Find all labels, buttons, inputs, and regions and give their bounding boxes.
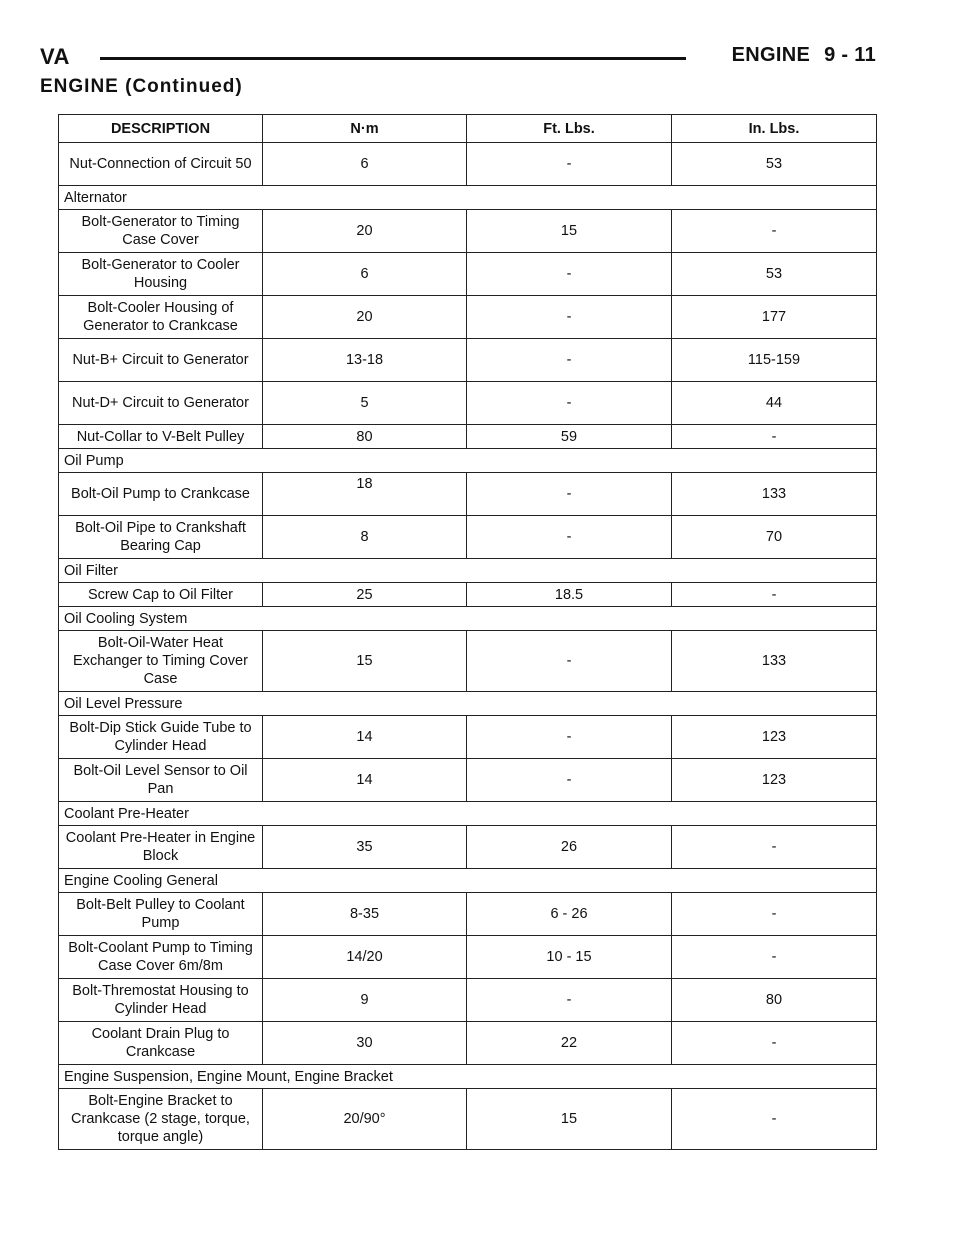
table-row xyxy=(59,1022,877,1065)
cell-ft-lbs: - xyxy=(467,759,672,802)
column-header-nm: N·m xyxy=(263,115,467,143)
cell-in-lbs: 53 xyxy=(672,143,877,186)
cell-description: Nut-B+ Circuit to Generator xyxy=(59,339,263,382)
cell-nm: 8 xyxy=(263,516,467,559)
cell-nm: 20 xyxy=(263,296,467,339)
group-label: Engine Cooling General xyxy=(59,869,877,893)
cell-ft-lbs: 59 xyxy=(467,425,672,449)
cell-description: Bolt-Cooler Housing of Generator to Crankcase xyxy=(59,296,263,339)
cell-ft-lbs: 22 xyxy=(467,1022,672,1065)
table-header-row xyxy=(59,115,877,143)
cell-in-lbs: 44 xyxy=(672,382,877,425)
cell-description: Bolt-Oil Pump to Crankcase xyxy=(59,473,263,516)
table-row xyxy=(59,473,877,516)
table-row xyxy=(59,425,877,449)
cell-ft-lbs: - xyxy=(467,143,672,186)
cell-ft-lbs: - xyxy=(467,631,672,692)
cell-nm: 5 xyxy=(263,382,467,425)
cell-description: Bolt-Oil Pipe to Crankshaft Bearing Cap xyxy=(59,516,263,559)
cell-nm: 20 xyxy=(263,210,467,253)
cell-in-lbs: 133 xyxy=(672,631,877,692)
table-row xyxy=(59,826,877,869)
table-row xyxy=(59,339,877,382)
group-row xyxy=(59,449,877,473)
cell-in-lbs: 53 xyxy=(672,253,877,296)
cell-description: Nut-Collar to V-Belt Pulley xyxy=(59,425,263,449)
table-row xyxy=(59,516,877,559)
group-row xyxy=(59,186,877,210)
cell-description: Bolt-Engine Bracket to Crankcase (2 stage, torque, torque angle) xyxy=(59,1089,263,1150)
cell-in-lbs: 70 xyxy=(672,516,877,559)
cell-nm: 25 xyxy=(263,583,467,607)
group-label: Oil Cooling System xyxy=(59,607,877,631)
cell-ft-lbs: 15 xyxy=(467,1089,672,1150)
group-label: Alternator xyxy=(59,186,877,210)
cell-in-lbs: - xyxy=(672,210,877,253)
cell-ft-lbs: 10 - 15 xyxy=(467,936,672,979)
page-header xyxy=(40,44,876,76)
page-number: 9 - 11 xyxy=(824,44,876,66)
cell-in-lbs: 80 xyxy=(672,979,877,1022)
table-row xyxy=(59,936,877,979)
cell-ft-lbs: - xyxy=(467,716,672,759)
table-body xyxy=(59,143,877,1150)
cell-ft-lbs: - xyxy=(467,253,672,296)
table-row xyxy=(59,143,877,186)
cell-description: Coolant Pre-Heater in Engine Block xyxy=(59,826,263,869)
table-row xyxy=(59,716,877,759)
vehicle-code: VA xyxy=(40,44,70,69)
cell-in-lbs: - xyxy=(672,826,877,869)
table-row xyxy=(59,210,877,253)
group-row xyxy=(59,802,877,826)
cell-ft-lbs: - xyxy=(467,979,672,1022)
cell-nm-value: 18 xyxy=(356,476,373,492)
cell-description: Nut-Connection of Circuit 50 xyxy=(59,143,263,186)
column-header-in-lbs: In. Lbs. xyxy=(672,115,877,143)
cell-in-lbs: 123 xyxy=(672,716,877,759)
table-row xyxy=(59,631,877,692)
cell-nm: 20/90° xyxy=(263,1089,467,1150)
cell-description: Bolt-Generator to Timing Case Cover xyxy=(59,210,263,253)
cell-nm: 14/20 xyxy=(263,936,467,979)
cell-ft-lbs: - xyxy=(467,473,672,516)
cell-description: Bolt-Coolant Pump to Timing Case Cover 6m/8m xyxy=(59,936,263,979)
group-label: Oil Level Pressure xyxy=(59,692,877,716)
group-label: Engine Suspension, Engine Mount, Engine Bracket xyxy=(59,1065,877,1089)
cell-ft-lbs: 15 xyxy=(467,210,672,253)
cell-in-lbs: - xyxy=(672,1089,877,1150)
cell-in-lbs: - xyxy=(672,1022,877,1065)
cell-nm: 13-18 xyxy=(263,339,467,382)
cell-in-lbs: - xyxy=(672,893,877,936)
cell-in-lbs: 115-159 xyxy=(672,339,877,382)
group-row xyxy=(59,692,877,716)
cell-nm: 9 xyxy=(263,979,467,1022)
torque-spec-table xyxy=(58,114,877,1150)
group-row xyxy=(59,1065,877,1089)
cell-ft-lbs: - xyxy=(467,339,672,382)
page-reference xyxy=(732,44,876,67)
cell-nm: 15 xyxy=(263,631,467,692)
cell-nm: 14 xyxy=(263,759,467,802)
section-name: ENGINE xyxy=(731,44,811,66)
group-row xyxy=(59,559,877,583)
group-row xyxy=(59,869,877,893)
cell-nm: 6 xyxy=(263,143,467,186)
group-label: Oil Pump xyxy=(59,449,877,473)
cell-ft-lbs: 26 xyxy=(467,826,672,869)
cell-in-lbs: - xyxy=(672,583,877,607)
cell-description: Bolt-Belt Pulley to Coolant Pump xyxy=(59,893,263,936)
column-header-ft-lbs: Ft. Lbs. xyxy=(467,115,672,143)
cell-description: Bolt-Oil Level Sensor to Oil Pan xyxy=(59,759,263,802)
cell-nm: 6 xyxy=(263,253,467,296)
cell-nm xyxy=(263,473,467,516)
cell-nm: 8-35 xyxy=(263,893,467,936)
cell-description: Bolt-Oil-Water Heat Exchanger to Timing Cover Case xyxy=(59,631,263,692)
cell-ft-lbs: - xyxy=(467,296,672,339)
cell-ft-lbs: 18.5 xyxy=(467,583,672,607)
table-row xyxy=(59,759,877,802)
table-row xyxy=(59,1089,877,1150)
cell-in-lbs: 123 xyxy=(672,759,877,802)
header-rule xyxy=(100,57,686,60)
group-label: Coolant Pre-Heater xyxy=(59,802,877,826)
cell-in-lbs: 177 xyxy=(672,296,877,339)
table-row xyxy=(59,583,877,607)
group-row xyxy=(59,607,877,631)
cell-ft-lbs: - xyxy=(467,516,672,559)
table-row xyxy=(59,893,877,936)
cell-nm: 14 xyxy=(263,716,467,759)
cell-description: Bolt-Thremostat Housing to Cylinder Head xyxy=(59,979,263,1022)
cell-description: Coolant Drain Plug to Crankcase xyxy=(59,1022,263,1065)
table-row xyxy=(59,253,877,296)
cell-ft-lbs: 6 - 26 xyxy=(467,893,672,936)
table-row xyxy=(59,296,877,339)
cell-description: Bolt-Generator to Cooler Housing xyxy=(59,253,263,296)
column-header-description: DESCRIPTION xyxy=(59,115,263,143)
cell-in-lbs: - xyxy=(672,936,877,979)
table-row xyxy=(59,382,877,425)
cell-nm: 35 xyxy=(263,826,467,869)
cell-in-lbs: - xyxy=(672,425,877,449)
cell-nm: 80 xyxy=(263,425,467,449)
section-title: ENGINE (Continued) xyxy=(40,76,243,97)
cell-description: Nut-D+ Circuit to Generator xyxy=(59,382,263,425)
cell-description: Screw Cap to Oil Filter xyxy=(59,583,263,607)
cell-in-lbs: 133 xyxy=(672,473,877,516)
cell-ft-lbs: - xyxy=(467,382,672,425)
cell-nm: 30 xyxy=(263,1022,467,1065)
group-label: Oil Filter xyxy=(59,559,877,583)
table-row xyxy=(59,979,877,1022)
cell-description: Bolt-Dip Stick Guide Tube to Cylinder Head xyxy=(59,716,263,759)
